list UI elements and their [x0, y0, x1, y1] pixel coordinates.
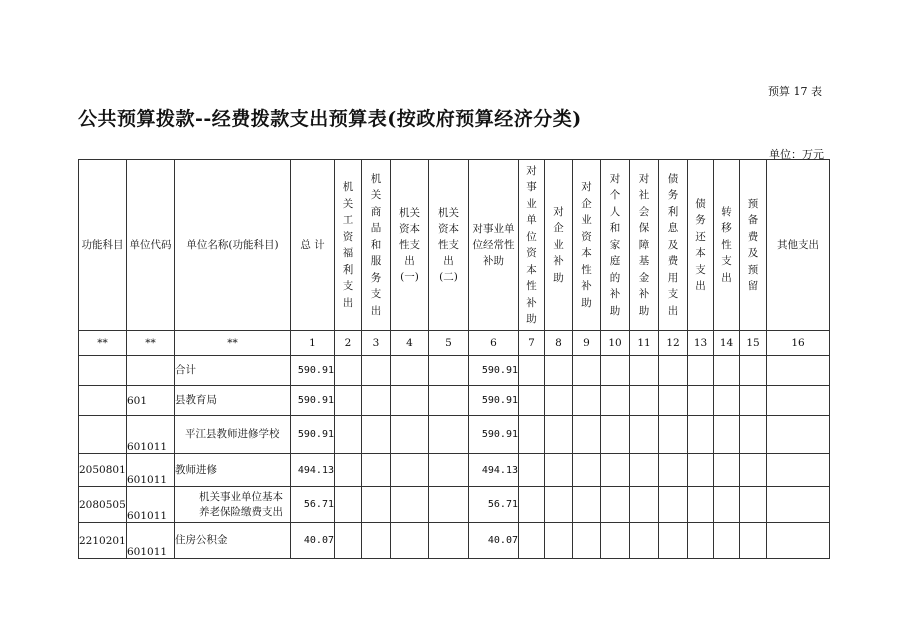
- code-cell: **: [175, 331, 291, 356]
- unit-code-cell: 601: [127, 386, 175, 416]
- header-debt-interest: 债务利息及费用支出: [659, 160, 688, 331]
- code-cell: 10: [601, 331, 630, 356]
- total-cell: 494.13: [291, 454, 335, 487]
- header-institution-regular: 对事业单位经常性补助: [469, 160, 519, 331]
- header-goods-services: 机关商品和服务支出: [362, 160, 391, 331]
- code-cell: 15: [740, 331, 767, 356]
- code-cell: 4: [391, 331, 429, 356]
- code-cell: 1: [291, 331, 335, 356]
- code-cell: 16: [767, 331, 830, 356]
- page-title: 公共预算拨款--经费拨款支出预算表(按政府预算经济分类): [78, 108, 582, 130]
- unit-name-cell: 机关事业单位基本养老保险缴费支出: [175, 487, 291, 523]
- code-row: [79, 331, 830, 356]
- unit-name-cell: 教师进修: [175, 454, 291, 487]
- total-cell: 590.91: [291, 386, 335, 416]
- code-cell: 6: [469, 331, 519, 356]
- code-cell: 7: [519, 331, 545, 356]
- func-code-cell: 2050801: [79, 454, 127, 487]
- institution-regular-cell: 590.91: [469, 416, 519, 454]
- code-cell: 11: [630, 331, 659, 356]
- header-transfer: 转移性支出: [714, 160, 740, 331]
- header-social-security: 对社会保障基金补助: [630, 160, 659, 331]
- table-row: [79, 356, 830, 386]
- code-cell: 9: [573, 331, 601, 356]
- total-cell: 590.91: [291, 416, 335, 454]
- institution-regular-cell: 590.91: [469, 356, 519, 386]
- unit-code-cell: 601011: [127, 487, 175, 523]
- table-row: [79, 386, 830, 416]
- code-cell: 13: [688, 331, 714, 356]
- total-cell: 590.91: [291, 356, 335, 386]
- table-row: [79, 487, 830, 523]
- total-cell: 40.07: [291, 523, 335, 559]
- code-cell: 2: [335, 331, 362, 356]
- header-debt-principal: 债务还本支出: [688, 160, 714, 331]
- unit-code-cell: 601011: [127, 454, 175, 487]
- table-row: [79, 416, 830, 454]
- func-code-cell: [79, 416, 127, 454]
- code-cell: **: [79, 331, 127, 356]
- func-code-cell: [79, 356, 127, 386]
- header-func-subject: 功能科目: [79, 160, 127, 331]
- unit-name-cell: 县教育局: [175, 386, 291, 416]
- institution-regular-cell: 40.07: [469, 523, 519, 559]
- code-cell: 8: [545, 331, 573, 356]
- institution-regular-cell: 56.71: [469, 487, 519, 523]
- institution-regular-cell: 590.91: [469, 386, 519, 416]
- header-institution-capital: 对事业单位资本性补助: [519, 160, 545, 331]
- header-unit-code: 单位代码: [127, 160, 175, 331]
- header-capital-2: 机关资本性支出(二): [429, 160, 469, 331]
- header-reserve: 预备费及预留: [740, 160, 767, 331]
- budget-table: [78, 159, 830, 559]
- unit-name-cell: 住房公积金: [175, 523, 291, 559]
- header-household-subsidy: 对个人和家庭的补助: [601, 160, 630, 331]
- unit-code-cell: [127, 356, 175, 386]
- header-enterprise-capital: 对企业资本性补助: [573, 160, 601, 331]
- institution-regular-cell: 494.13: [469, 454, 519, 487]
- code-cell: 5: [429, 331, 469, 356]
- table-row: [79, 454, 830, 487]
- func-code-cell: [79, 386, 127, 416]
- header-other: 其他支出: [767, 160, 830, 331]
- unit-code-cell: 601011: [127, 523, 175, 559]
- header-total: 总 计: [291, 160, 335, 331]
- code-cell: 12: [659, 331, 688, 356]
- header-enterprise-subsidy: 对企业补助: [545, 160, 573, 331]
- func-code-cell: 2210201: [79, 523, 127, 559]
- unit-name-cell: 合计: [175, 356, 291, 386]
- total-cell: 56.71: [291, 487, 335, 523]
- unit-code-cell: 601011: [127, 416, 175, 454]
- code-cell: 14: [714, 331, 740, 356]
- code-cell: **: [127, 331, 175, 356]
- unit-name-cell: 平江县教师进修学校: [175, 416, 291, 454]
- func-code-cell: 2080505: [79, 487, 127, 523]
- header-unit-name: 单位名称(功能科目): [175, 160, 291, 331]
- table-row: [79, 523, 830, 559]
- form-number: 预算 17 表: [768, 85, 822, 98]
- code-cell: 3: [362, 331, 391, 356]
- header-row: [79, 160, 830, 331]
- header-personnel: 机关工资福利支出: [335, 160, 362, 331]
- unit-label: 单位：万元: [769, 148, 824, 161]
- header-capital-1: 机关资本性支出(一): [391, 160, 429, 331]
